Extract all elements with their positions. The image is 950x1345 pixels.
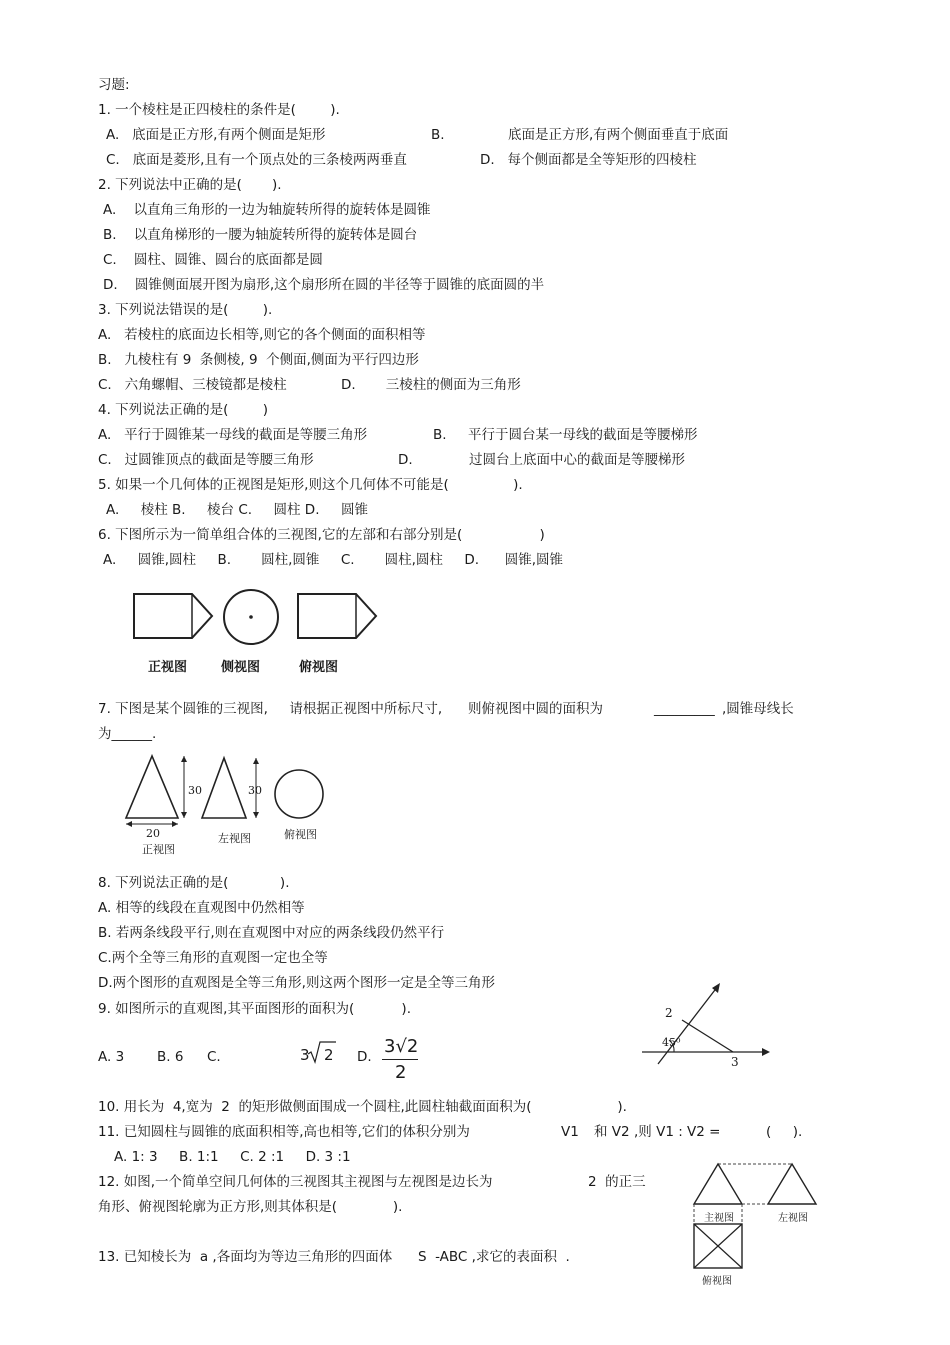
q9-option-c-radicand: 2 (324, 1046, 334, 1064)
q4-option-a: A. 平行于圆锥某一母线的截面是等腰三角形 (98, 427, 368, 443)
q9-option-b: B. 6 (157, 1049, 184, 1065)
front-view-shape (134, 594, 212, 638)
q5-options: A. 棱柱 B. 棱台 C. 圆柱 D. 圆锥 (106, 502, 368, 518)
q2-option-b: B. 以直角梯形的一腰为轴旋转所得的旋转体是圆台 (103, 227, 418, 243)
top-view-circle (275, 770, 323, 818)
q6-three-views-figure (126, 586, 386, 682)
q12-stem-num: 2 的正三 (588, 1174, 646, 1190)
q12-three-views-figure (688, 1160, 824, 1288)
side-view-center-dot (249, 615, 253, 619)
q6-label-front: 正视图 (148, 660, 188, 675)
left-view-triangle (202, 758, 246, 818)
q5-stem: 5. 如果一个几何体的正视图是矩形,则这个几何体不可能是( ). (98, 477, 523, 493)
arrow-left (126, 821, 132, 827)
q7-height-label: 30 (188, 784, 202, 797)
q9-option-c-coef: 3 (300, 1046, 310, 1064)
q9-option-d-denominator: 2 (395, 1062, 407, 1083)
q2-option-a: A. 以直角三角形的一边为轴旋转所得的旋转体是圆锥 (103, 202, 431, 218)
arrow-down-2 (253, 812, 259, 818)
q9-option-d-numerator: 3√2 (384, 1036, 419, 1057)
q13-stem: 13. 已知棱长为 a ,各面均为等边三角形的四面体 S -ABC ,求它的表面积 . (98, 1249, 570, 1265)
q2-option-d: D. 圆锥侧面展开图为扇形,这个扇形所在圆的半径等于圆锥的底面圆的半 (103, 277, 545, 293)
q11-v1: V1 (561, 1124, 579, 1140)
q1-option-d: D. 每个侧面都是全等矩形的四棱柱 (480, 152, 697, 168)
q1-option-c: C. 底面是菱形,且有一个顶点处的三条棱两两垂直 (106, 152, 407, 168)
q12-figure-svg (688, 1160, 824, 1288)
x-axis-arrow (762, 1048, 770, 1056)
q7-blank-area[interactable]: _________ (654, 701, 715, 717)
q9-angle-label: 45⁰ (662, 1036, 681, 1049)
top-view-shape (298, 594, 376, 638)
q2-option-c: C. 圆柱、圆锥、圆台的底面都是圆 (103, 252, 323, 268)
q11-ratio: ,则 V1 : V2 = (634, 1124, 721, 1140)
q9-option-d: D. (357, 1049, 372, 1065)
q8-stem: 8. 下列说法正确的是( ). (98, 875, 290, 891)
q12-label-left: 左视图 (778, 1213, 808, 1224)
arrow-down (181, 812, 187, 818)
q8-option-d: D.两个图形的直观图是全等三角形,则这两个图形一定是全等三角形 (98, 975, 495, 991)
q9-option-c: C. (207, 1049, 221, 1065)
triangle-side (682, 1020, 733, 1052)
arrow-right (172, 821, 178, 827)
q10-stem: 10. 用长为 4,宽为 2 的矩形做侧面围成一个圆柱,此圆柱轴截面面积为( ). (98, 1099, 627, 1115)
q4-option-b: B. 平行于圆台某一母线的截面是等腰梯形 (433, 427, 698, 443)
q9-figure-svg (638, 976, 774, 1074)
main-view-triangle (694, 1164, 742, 1204)
q9-oblique-figure (638, 976, 774, 1074)
q3-option-d: D. 三棱柱的侧面为三角形 (341, 377, 521, 393)
q11-paren: ( ). (766, 1124, 803, 1140)
q12-label-main: 主视图 (704, 1213, 734, 1224)
arrow-up-2 (253, 758, 259, 764)
q4-option-d: D. (398, 452, 413, 468)
arrow-up (181, 756, 187, 762)
q9-fraction-bar (382, 1059, 418, 1060)
q4-option-d-text: 过圆台上底面中心的截面是等腰梯形 (469, 452, 685, 468)
q3-stem: 3. 下列说法错误的是( ). (98, 302, 273, 318)
q9-side-label: 2 (665, 1006, 673, 1020)
q4-option-c: C. 过圆锥顶点的截面是等腰三角形 (98, 452, 314, 468)
q11-stem: 11. 已知圆柱与圆锥的底面积相等,高也相等,它们的体积分别为 (98, 1124, 470, 1140)
q7-cone-views-figure (118, 752, 338, 860)
q8-option-b: B. 若两条线段平行,则在直观图中对应的两条线段仍然平行 (98, 925, 445, 941)
q7-label-left: 左视图 (218, 832, 251, 845)
q1-option-a: A. 底面是正方形,有两个侧面是矩形 (106, 127, 326, 143)
q6-stem: 6. 下图所示为一简单组合体的三视图,它的左部和右部分别是( ) (98, 527, 545, 543)
q7-stem-line2: 为______. (98, 726, 157, 742)
q8-option-a: A. 相等的线段在直观图中仍然相等 (98, 900, 305, 916)
q1-option-b: B. (431, 127, 445, 143)
q11-v2: 和 V2 (594, 1124, 630, 1140)
q12-stem-line2: 角形、俯视图轮廓为正方形,则其体积是( ). (98, 1199, 403, 1215)
q1-option-b-text: 底面是正方形,有两个侧面垂直于底面 (508, 127, 729, 143)
q1-stem: 1. 一个棱柱是正四棱柱的条件是( ). (98, 102, 340, 118)
q2-stem: 2. 下列说法中正确的是( ). (98, 177, 282, 193)
q9-base-label: 3 (731, 1055, 739, 1069)
q9-option-a: A. 3 (98, 1049, 125, 1065)
q12-label-top: 俯视图 (702, 1276, 732, 1287)
q7-height-label-left: 30 (248, 784, 262, 797)
q11-options: A. 1: 3 B. 1:1 C. 2 :1 D. 3 :1 (114, 1149, 351, 1165)
q3-option-c: C. 六角螺帽、三棱镜都是棱柱 (98, 377, 287, 393)
q12-stem: 12. 如图,一个简单空间几何体的三视图其主视图与左视图是边长为 (98, 1174, 493, 1190)
q6-options: A. 圆锥,圆柱 B. 圆柱,圆锥 C. 圆柱,圆柱 D. 圆锥,圆锥 (103, 552, 564, 568)
q4-stem: 4. 下列说法正确的是( ) (98, 402, 269, 418)
q3-option-a: A. 若棱柱的底面边长相等,则它的各个侧面的面积相等 (98, 327, 426, 343)
q7-stem: 7. 下图是某个圆锥的三视图, 请根据正视图中所标尺寸, 则俯视图中圆的面积为 (98, 701, 603, 717)
left-view-triangle (768, 1164, 816, 1204)
exercise-header: 习题: (98, 77, 130, 93)
q7-base-label: 20 (146, 827, 160, 840)
front-view-triangle (126, 756, 178, 818)
q3-option-b: B. 九棱柱有 9 条侧棱, 9 个侧面,侧面为平行四边形 (98, 352, 419, 368)
q9-stem: 9. 如图所示的直观图,其平面图形的面积为( ). (98, 1001, 411, 1017)
q8-option-c: C.两个全等三角形的直观图一定也全等 (98, 950, 328, 966)
q6-label-top: 俯视图 (299, 660, 339, 675)
q7-label-front: 正视图 (142, 843, 175, 856)
q6-label-side: 侧视图 (221, 660, 261, 675)
q7-tail: ,圆锥母线长 (722, 701, 794, 717)
q7-label-top: 俯视图 (284, 828, 317, 841)
